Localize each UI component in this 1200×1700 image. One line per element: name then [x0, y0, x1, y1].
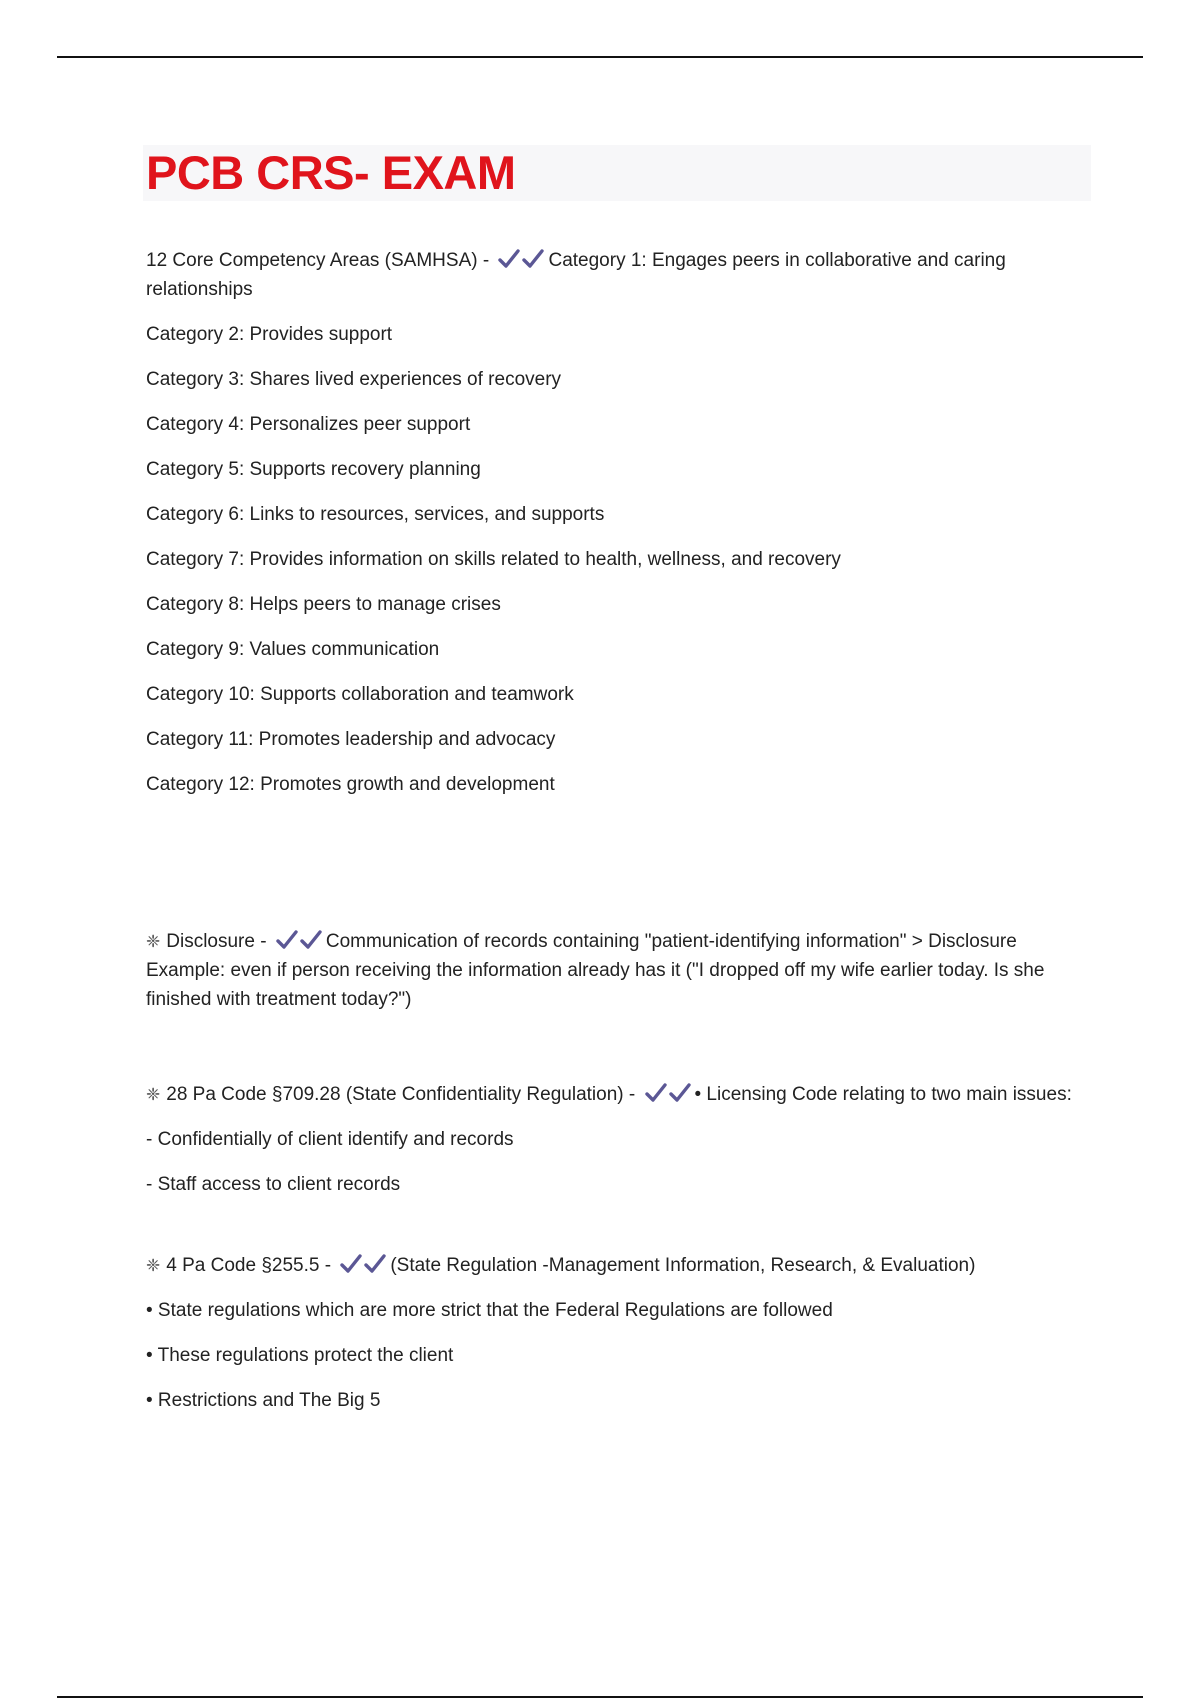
question-block-28-pa-code	[146, 1080, 1091, 1199]
check-icon	[645, 1083, 667, 1103]
check-icon	[364, 1254, 386, 1274]
question-line	[146, 1251, 1091, 1280]
list-item: Category 5: Supports recovery planning	[146, 459, 481, 480]
list-item: - Confidentially of client identify and records	[146, 1129, 514, 1150]
list-item: Category 6: Links to resources, services, and supports	[146, 504, 605, 525]
document-body	[146, 246, 1091, 1431]
header-rule	[57, 56, 1143, 58]
list-item: Category 8: Helps peers to manage crises	[146, 594, 501, 615]
double-check-icon	[645, 1080, 693, 1109]
footer-rule	[57, 1696, 1143, 1698]
spacer	[146, 1215, 1091, 1251]
list-item: • These regulations protect the client	[146, 1345, 454, 1366]
list-item: Category 7: Provides information on skills related to health, wellness, and recovery	[146, 549, 841, 570]
list-item: Category 2: Provides support	[146, 324, 393, 345]
list-item: Category 10: Supports collaboration and teamwork	[146, 684, 574, 705]
double-check-icon	[276, 927, 324, 956]
question-block-core-competency	[146, 246, 1091, 799]
check-icon	[276, 930, 298, 950]
check-icon	[522, 249, 544, 269]
question-term: 12 Core Competency Areas (SAMHSA) -	[146, 250, 490, 271]
check-icon	[669, 1083, 691, 1103]
snowflake-bullet-icon: ❈	[146, 1085, 161, 1104]
question-block-4-pa-code	[146, 1251, 1091, 1415]
list-item: - Staff access to client records	[146, 1174, 401, 1195]
list-item: • Restrictions and The Big 5	[146, 1390, 381, 1411]
question-answer: Communication of records containing "patient-identifying information" > Disclosure Example: even if person receiving the information already has it ("I dropped off my wife earlier today. Is she finished with treatment today?")	[146, 931, 1045, 1010]
question-term: Disclosure -	[166, 931, 267, 952]
question-line	[146, 927, 1091, 1014]
question-answer: • Licensing Code relating to two main issues:	[694, 1084, 1072, 1105]
list-item: • State regulations which are more strict that the Federal Regulations are followed	[146, 1300, 833, 1321]
list-item: Category 3: Shares lived experiences of recovery	[146, 369, 562, 390]
check-icon	[340, 1254, 362, 1274]
snowflake-bullet-icon: ❈	[146, 1256, 161, 1275]
list-item: Category 9: Values communication	[146, 639, 440, 660]
question-term: 4 Pa Code §255.5 -	[166, 1255, 332, 1276]
question-answer: Category 1: Engages peers in collaborative and caring relationships	[146, 250, 1006, 300]
check-icon	[498, 249, 520, 269]
document-title: PCB CRS- EXAM	[146, 146, 516, 199]
question-term: 28 Pa Code §709.28 (State Confidentiality Regulation) -	[166, 1084, 636, 1105]
check-icon	[300, 930, 322, 950]
list-item: Category 12: Promotes growth and development	[146, 774, 555, 795]
question-block-disclosure	[146, 927, 1091, 1014]
spacer	[146, 1030, 1091, 1080]
spacer	[146, 815, 1091, 927]
list-item: Category 11: Promotes leadership and advocacy	[146, 729, 556, 750]
double-check-icon	[340, 1251, 388, 1280]
question-answer: (State Regulation -Management Information, Research, & Evaluation)	[390, 1255, 976, 1276]
snowflake-bullet-icon: ❈	[146, 932, 161, 951]
question-line	[146, 246, 1091, 304]
double-check-icon	[498, 246, 546, 275]
list-item: Category 4: Personalizes peer support	[146, 414, 471, 435]
question-line	[146, 1080, 1091, 1109]
